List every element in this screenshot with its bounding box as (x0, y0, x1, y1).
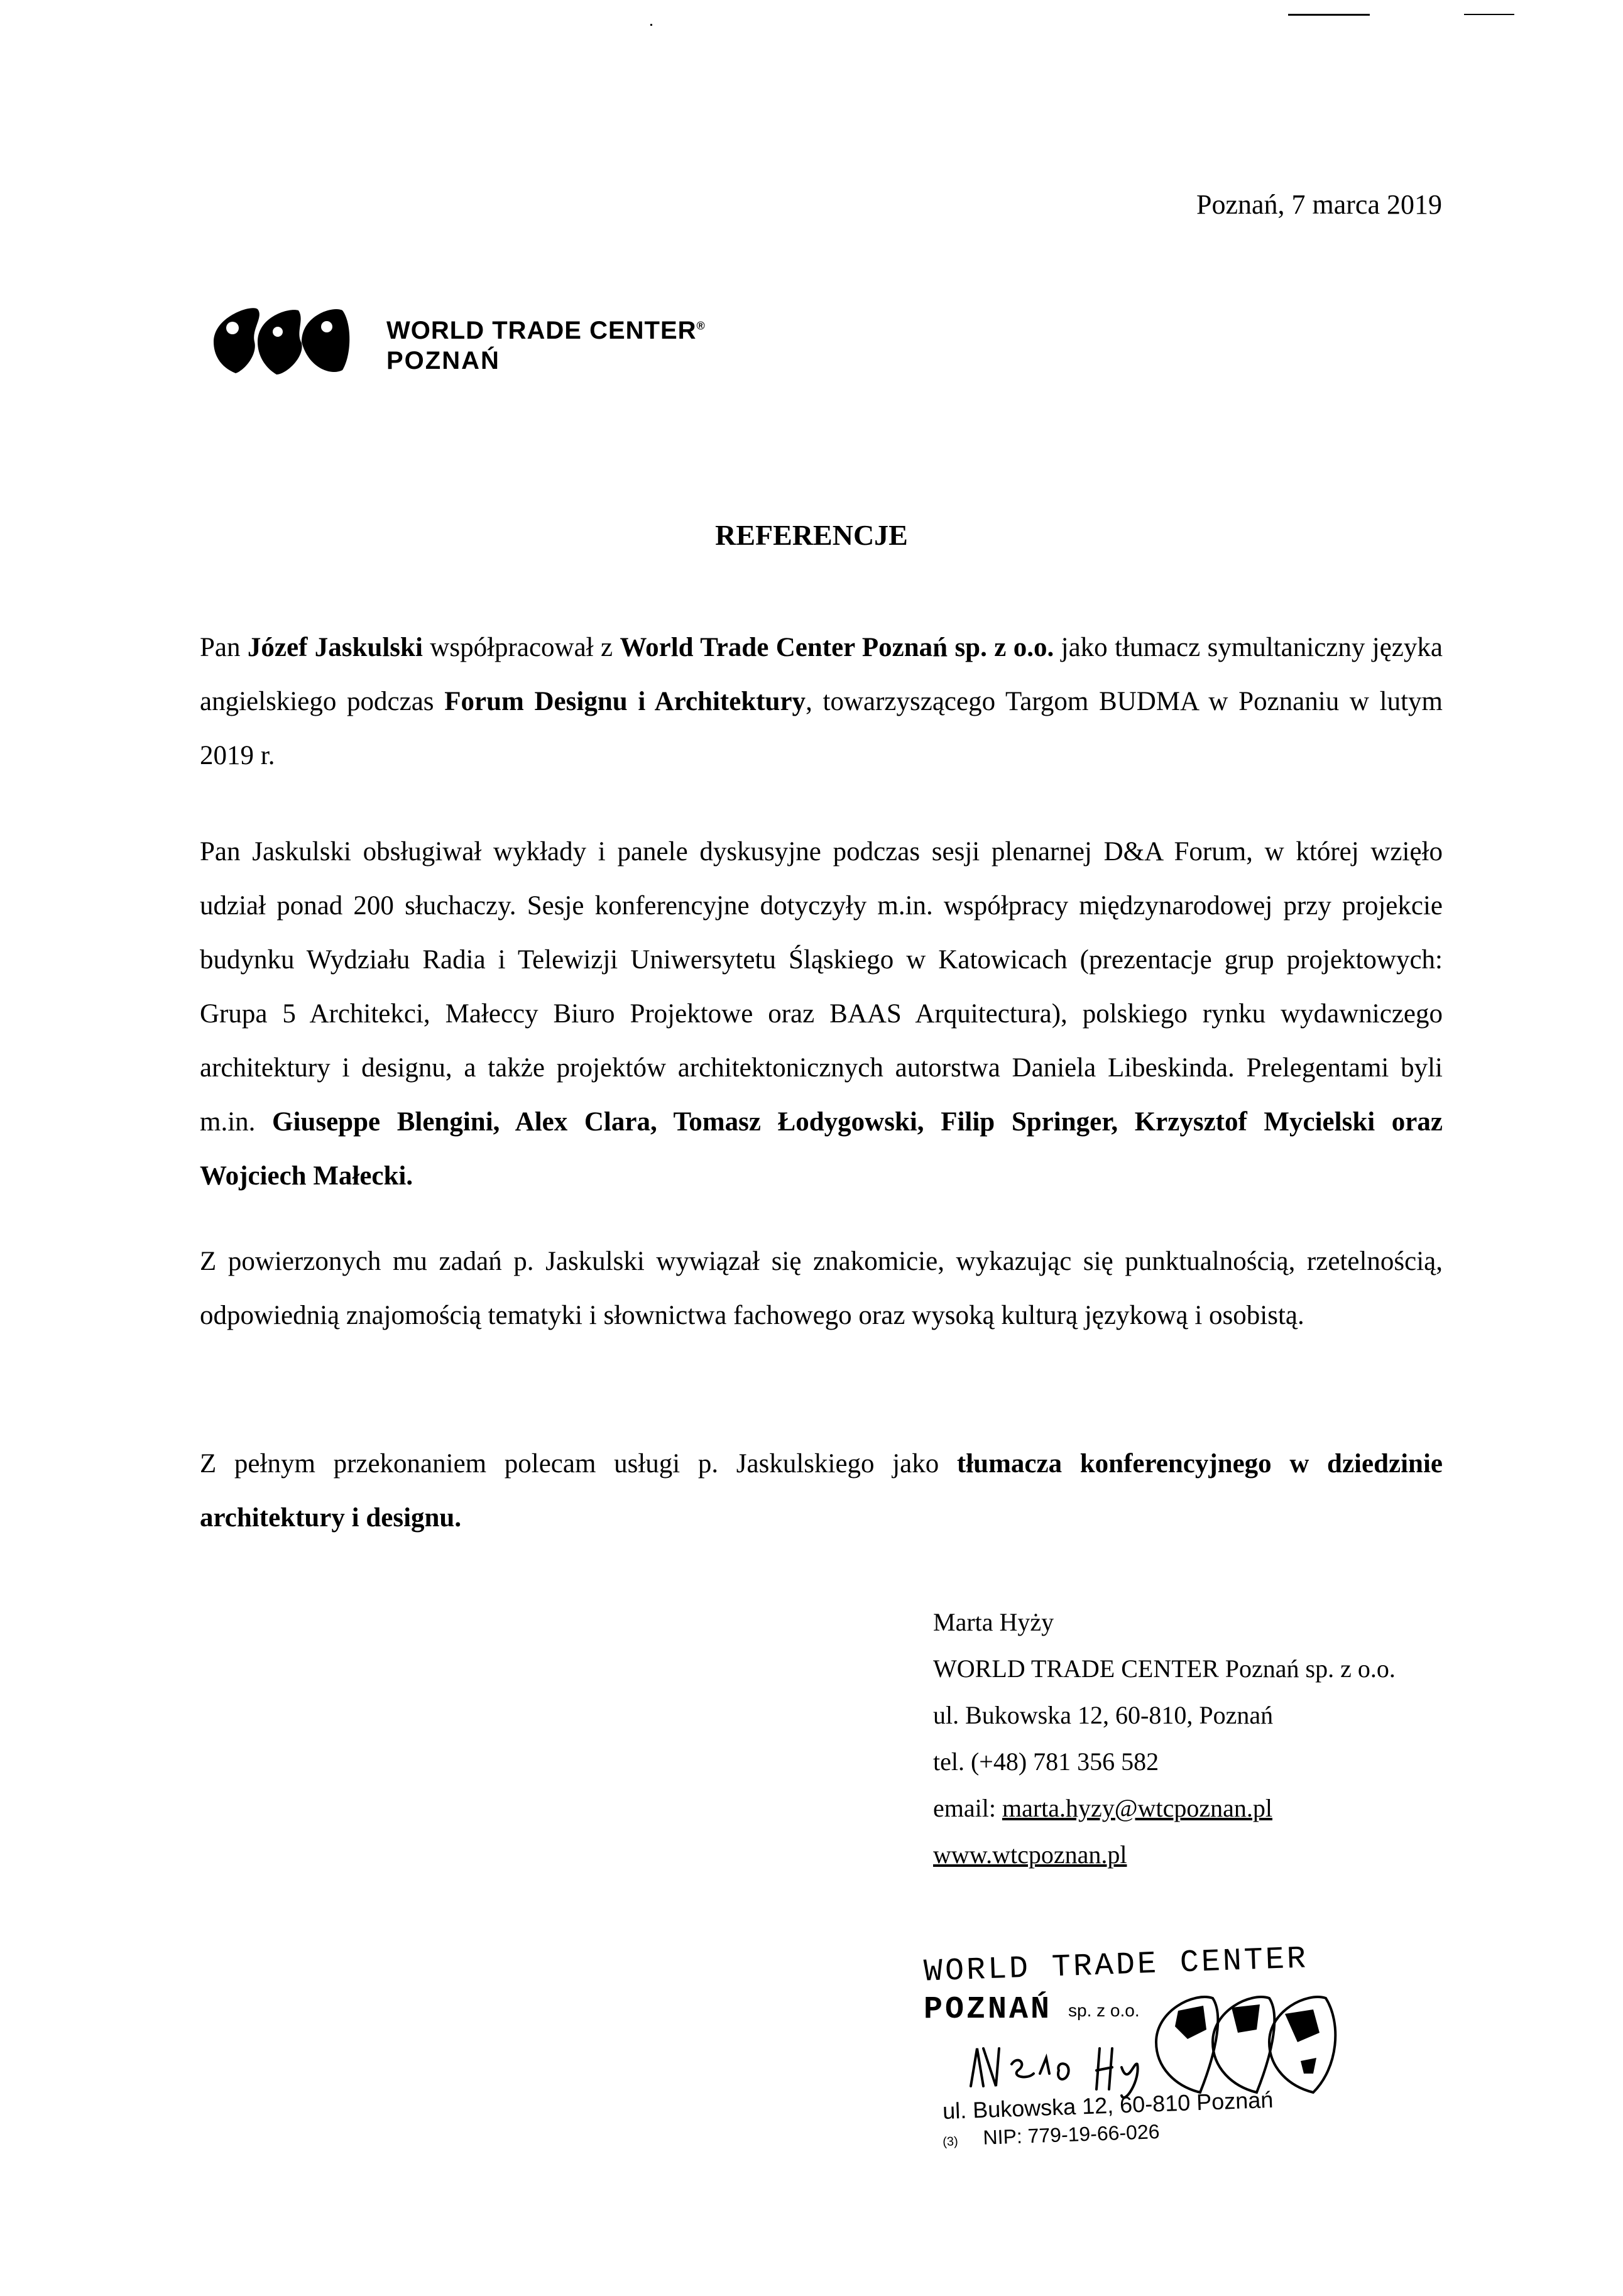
stamp-line-1: WORLD TRADE CENTER (923, 1941, 1309, 1991)
paragraph-4: Z pełnym przekonaniem polecam usługi p. Jaskulskiego jako tłumacza konferencyjnego w dziedzinie architektury i designu. (200, 1449, 1443, 1533)
contact-block (933, 1599, 1396, 1878)
contact-email-row: email: marta.hyzy@wtcpoznan.pl (933, 1794, 1272, 1822)
letter-title: REFERENCJE (715, 519, 908, 551)
stamp-nip-row (942, 2120, 1160, 2151)
stamp-line-2: POZNAŃ (924, 1992, 1052, 2028)
contact-address: ul. Bukowska 12, 60-810, Poznań (933, 1701, 1274, 1729)
company-stamp (924, 1935, 1351, 2149)
logo-line-2: POZNAŃ (386, 347, 500, 374)
stamp-line-2-suffix: sp. z o.o. (1068, 2001, 1140, 2020)
scan-artifact-line (1288, 14, 1370, 16)
logo-line-1: WORLD TRADE CENTER® (386, 317, 706, 344)
stamp-index: (3) (942, 2135, 959, 2150)
scan-artifact-line (1464, 14, 1514, 15)
wtc-globe-icon (207, 304, 358, 380)
stamp-nip: NIP: 779-19-66-026 (982, 2119, 1161, 2149)
letter-date: Poznań, 7 marca 2019 (1196, 189, 1442, 220)
contact-website-link[interactable]: www.wtcpoznan.pl (933, 1840, 1127, 1869)
contact-name: Marta Hyży (933, 1608, 1054, 1636)
contact-email-link[interactable]: marta.hyzy@wtcpoznan.pl (1002, 1794, 1272, 1822)
wtc-logo (207, 295, 706, 390)
paragraph-1: Pan Józef Jaskulski współpracował z World Trade Center Poznań sp. z o.o. jako tłumacz symultaniczny języka angielskiego podczas Forum Designu i Architektury, towarzyszącego Targom BUDMA w Poznaniu w lutym 2019 r. (200, 633, 1443, 770)
stamp-address: ul. Bukowska 12, 60-810 Poznań (942, 2086, 1274, 2124)
paragraph-2: Pan Jaskulski obsługiwał wykłady i panele dyskusyjne podczas sesji plenarnej D&A Forum, w której wzięło udział ponad 200 słuchaczy. Sesje konferencyjne dotyczyły m.in. współpracy międzynarodowej przy projekcie budynku Wydziału Radia i Telewizji Uniwersytetu Śląskiego w Katowicach (prezentacje grup projektowych: Grupa 5 Architekci, Małeccy Biuro Projektowe oraz BAAS Arquitectura), polskiego rynku wydawniczego architektury i designu, a także projektów architektonicznych autorstwa Daniela Libeskinda. Prelegentami byli m.in. Giuseppe Blengini, Alex Clara, Tomasz Łodygowski, Filip Springer, Krzysztof Mycielski oraz Wojciech Małecki. (200, 837, 1443, 1191)
contact-company: WORLD TRADE CENTER Poznań sp. z o.o. (933, 1654, 1396, 1683)
contact-phone: tel. (+48) 781 356 582 (933, 1747, 1159, 1776)
paragraph-3: Z powierzonych mu zadań p. Jaskulski wywiązał się znakomicie, wykazując się punktualnością, rzetelnością, odpowiednią znajomością tematyki i słownictwa fachowego oraz wysoką kulturą językową i osobistą. (200, 1247, 1443, 1330)
scan-artifact-dot (650, 24, 652, 26)
